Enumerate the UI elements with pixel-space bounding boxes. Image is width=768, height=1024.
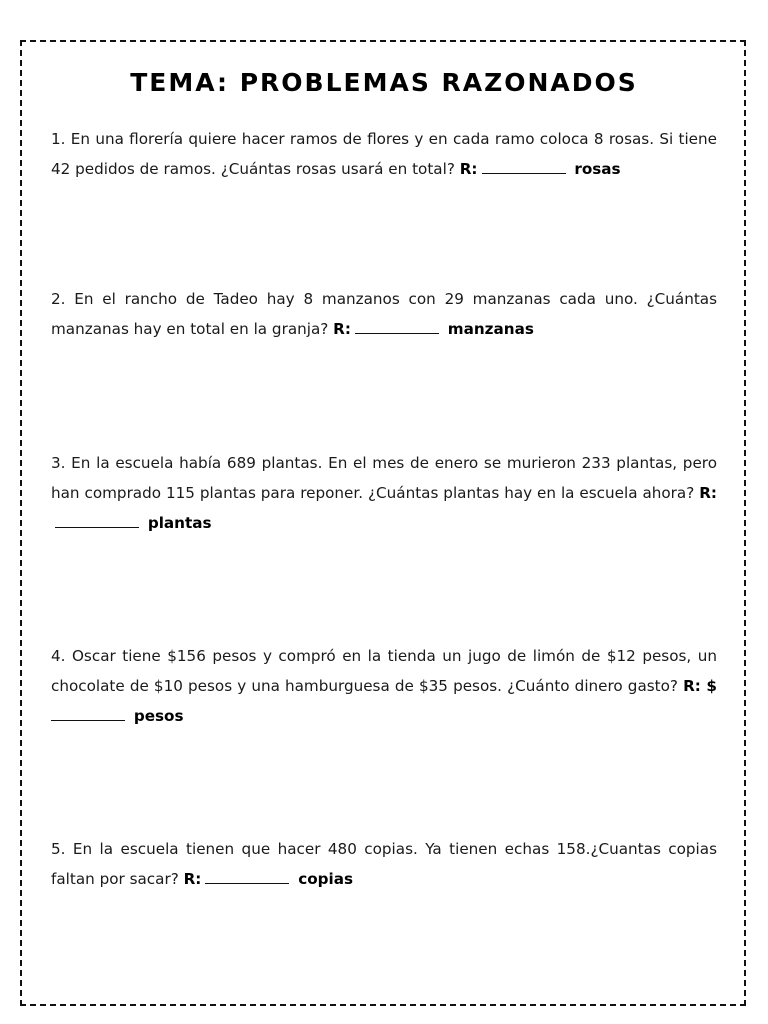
answer-blank[interactable] [51, 706, 125, 721]
answer-unit: plantas [147, 514, 212, 532]
answer-label: R: $ [683, 677, 717, 695]
answer-label: R: [459, 160, 478, 178]
problem-3 [51, 448, 717, 538]
problem-text: 4. Oscar tiene $156 pesos y compró en la tienda un jugo de limón de $12 pesos, un chocolate de $10 pesos y una hamburguesa de $35 pesos. ¿Cuánto dinero gasto? [51, 647, 717, 695]
problem-5 [51, 834, 717, 894]
answer-unit: copias [298, 870, 354, 888]
answer-unit: pesos [133, 707, 184, 725]
problem-text: 1. En una florería quiere hacer ramos de flores y en cada ramo coloca 8 rosas. Si tiene 42 pedidos de ramos. ¿Cuántas rosas usará en total? [51, 130, 717, 178]
answer-blank[interactable] [205, 869, 289, 884]
answer-label: R: [699, 484, 718, 502]
problem-text: 5. En la escuela tienen que hacer 480 copias. Ya tienen echas 158.¿Cuantas copias faltan por sacar? [51, 840, 717, 888]
answer-blank[interactable] [55, 513, 139, 528]
answer-unit: manzanas [447, 320, 534, 338]
answer-blank[interactable] [482, 159, 566, 174]
problem-text: 3. En la escuela había 689 plantas. En el mes de enero se murieron 233 plantas, pero han comprado 115 plantas para reponer. ¿Cuántas plantas hay en la escuela ahora? [51, 454, 717, 502]
answer-blank[interactable] [355, 319, 439, 334]
problem-2 [51, 284, 717, 344]
problem-4 [51, 641, 717, 731]
answer-unit: rosas [574, 160, 621, 178]
problem-text: 2. En el rancho de Tadeo hay 8 manzanos con 29 manzanas cada uno. ¿Cuántas manzanas hay en total en la granja? [51, 290, 717, 338]
answer-label: R: [333, 320, 351, 338]
answer-label: R: [183, 870, 202, 888]
problem-1 [51, 124, 717, 184]
worksheet-title: TEMA: PROBLEMAS RAZONADOS [130, 68, 638, 97]
